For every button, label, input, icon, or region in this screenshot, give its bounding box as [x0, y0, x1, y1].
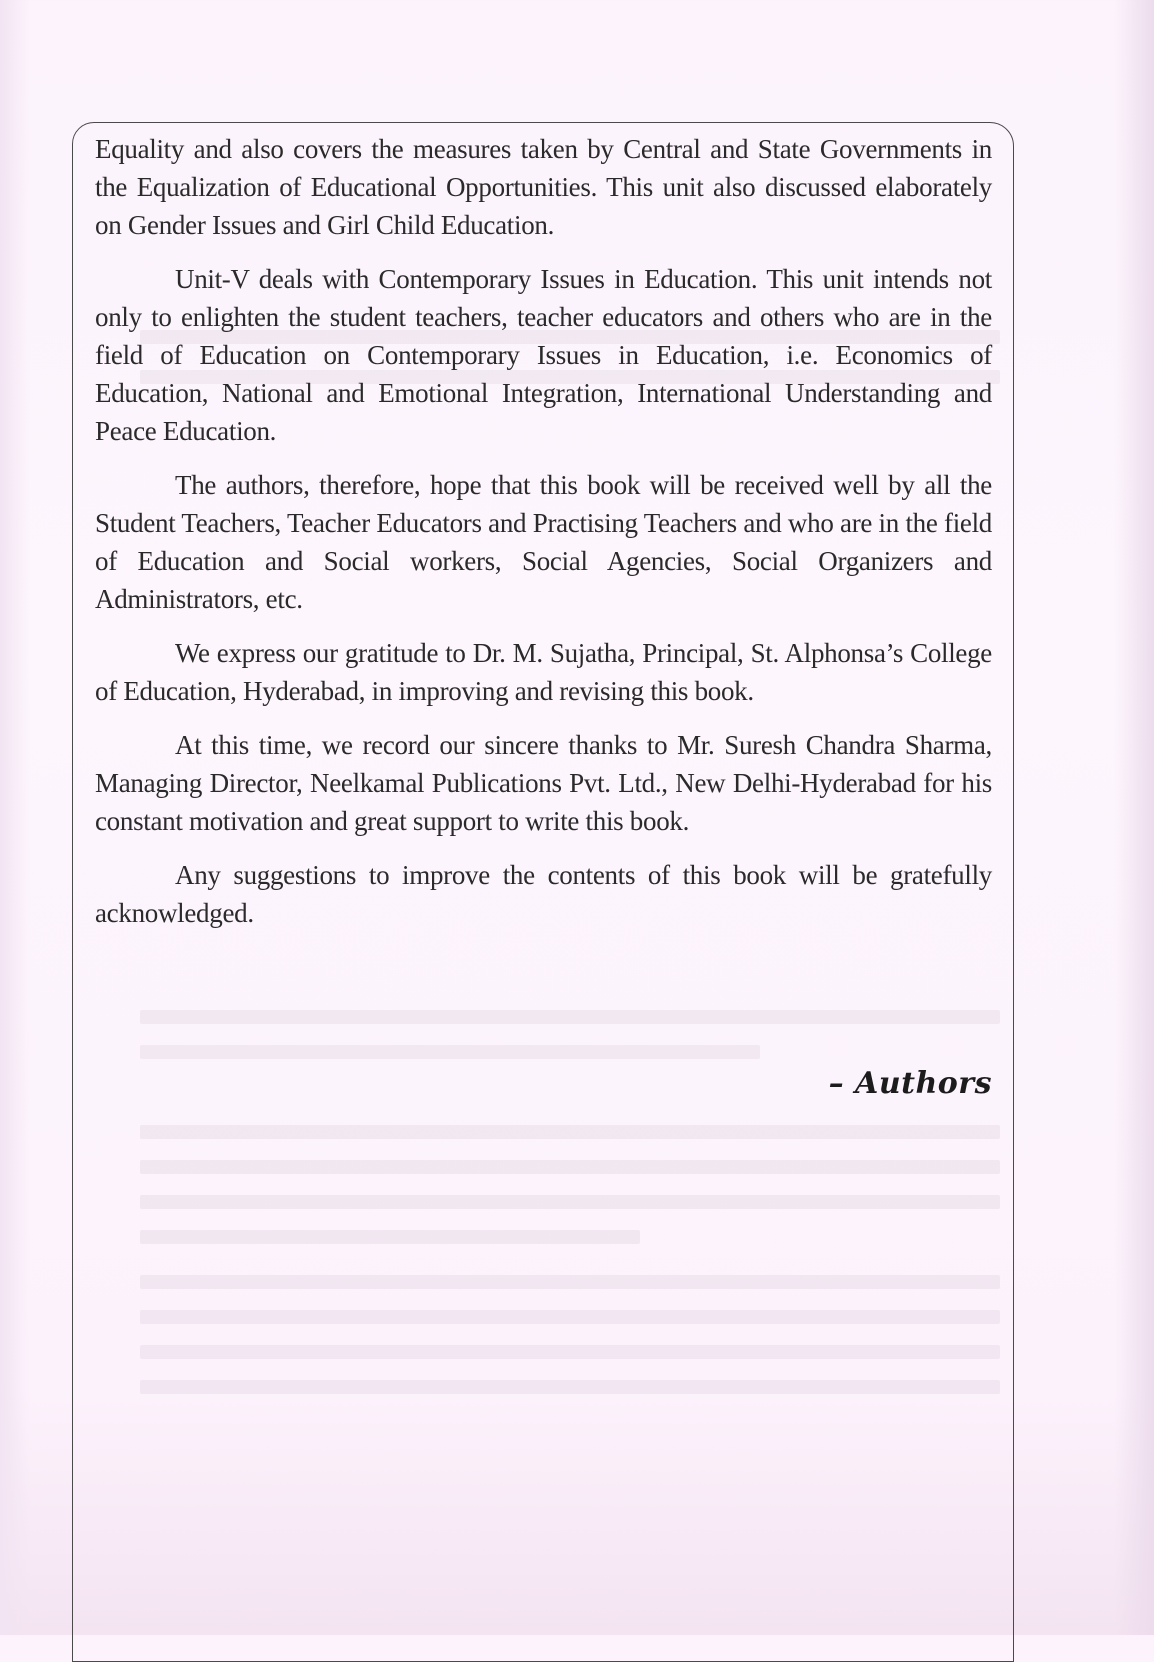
page-edge-shade-right	[1114, 0, 1154, 1635]
page-edge-shade-left	[0, 0, 30, 1635]
paragraph-unit-v: Unit-V deals with Contemporary Issues in Education. This unit intends not only to enlighten the student teachers, teacher educators and others who are in the field of Education on Contemporary Issues in Education, i.e. Economics of Education, National and Emotional Integration, International Understanding and Peace Education.	[95, 264, 992, 446]
paragraph-suggestions: Any suggestions to improve the contents of this book will be gratefully acknowledged.	[95, 860, 992, 928]
preface-body	[95, 130, 992, 948]
paragraph-hope: The authors, therefore, hope that this book will be received well by all the Student Teachers, Teacher Educators and Practising Teachers and who are in the field of Education and Social workers, Social Agencies, Social Organizers and Administrators, etc.	[95, 470, 992, 614]
paragraph-thanks: At this time, we record our sincere thanks to Mr. Suresh Chandra Sharma, Managing Director, Neelkamal Publications Pvt. Ltd., New Delhi-Hyderabad for his constant motivation and great support to write this book.	[95, 730, 992, 836]
paragraph-gratitude: We express our gratitude to Dr. M. Sujatha, Principal, St. Alphonsa’s College of Education, Hyderabad, in improving and revising this book.	[95, 638, 992, 706]
paragraph-equality: Equality and also covers the measures taken by Central and State Governments in the Equalization of Educational Opportunities. This unit also discussed elaborately on Gender Issues and Girl Child Education.	[95, 134, 992, 240]
authors-signature: – Authors	[828, 1066, 992, 1101]
